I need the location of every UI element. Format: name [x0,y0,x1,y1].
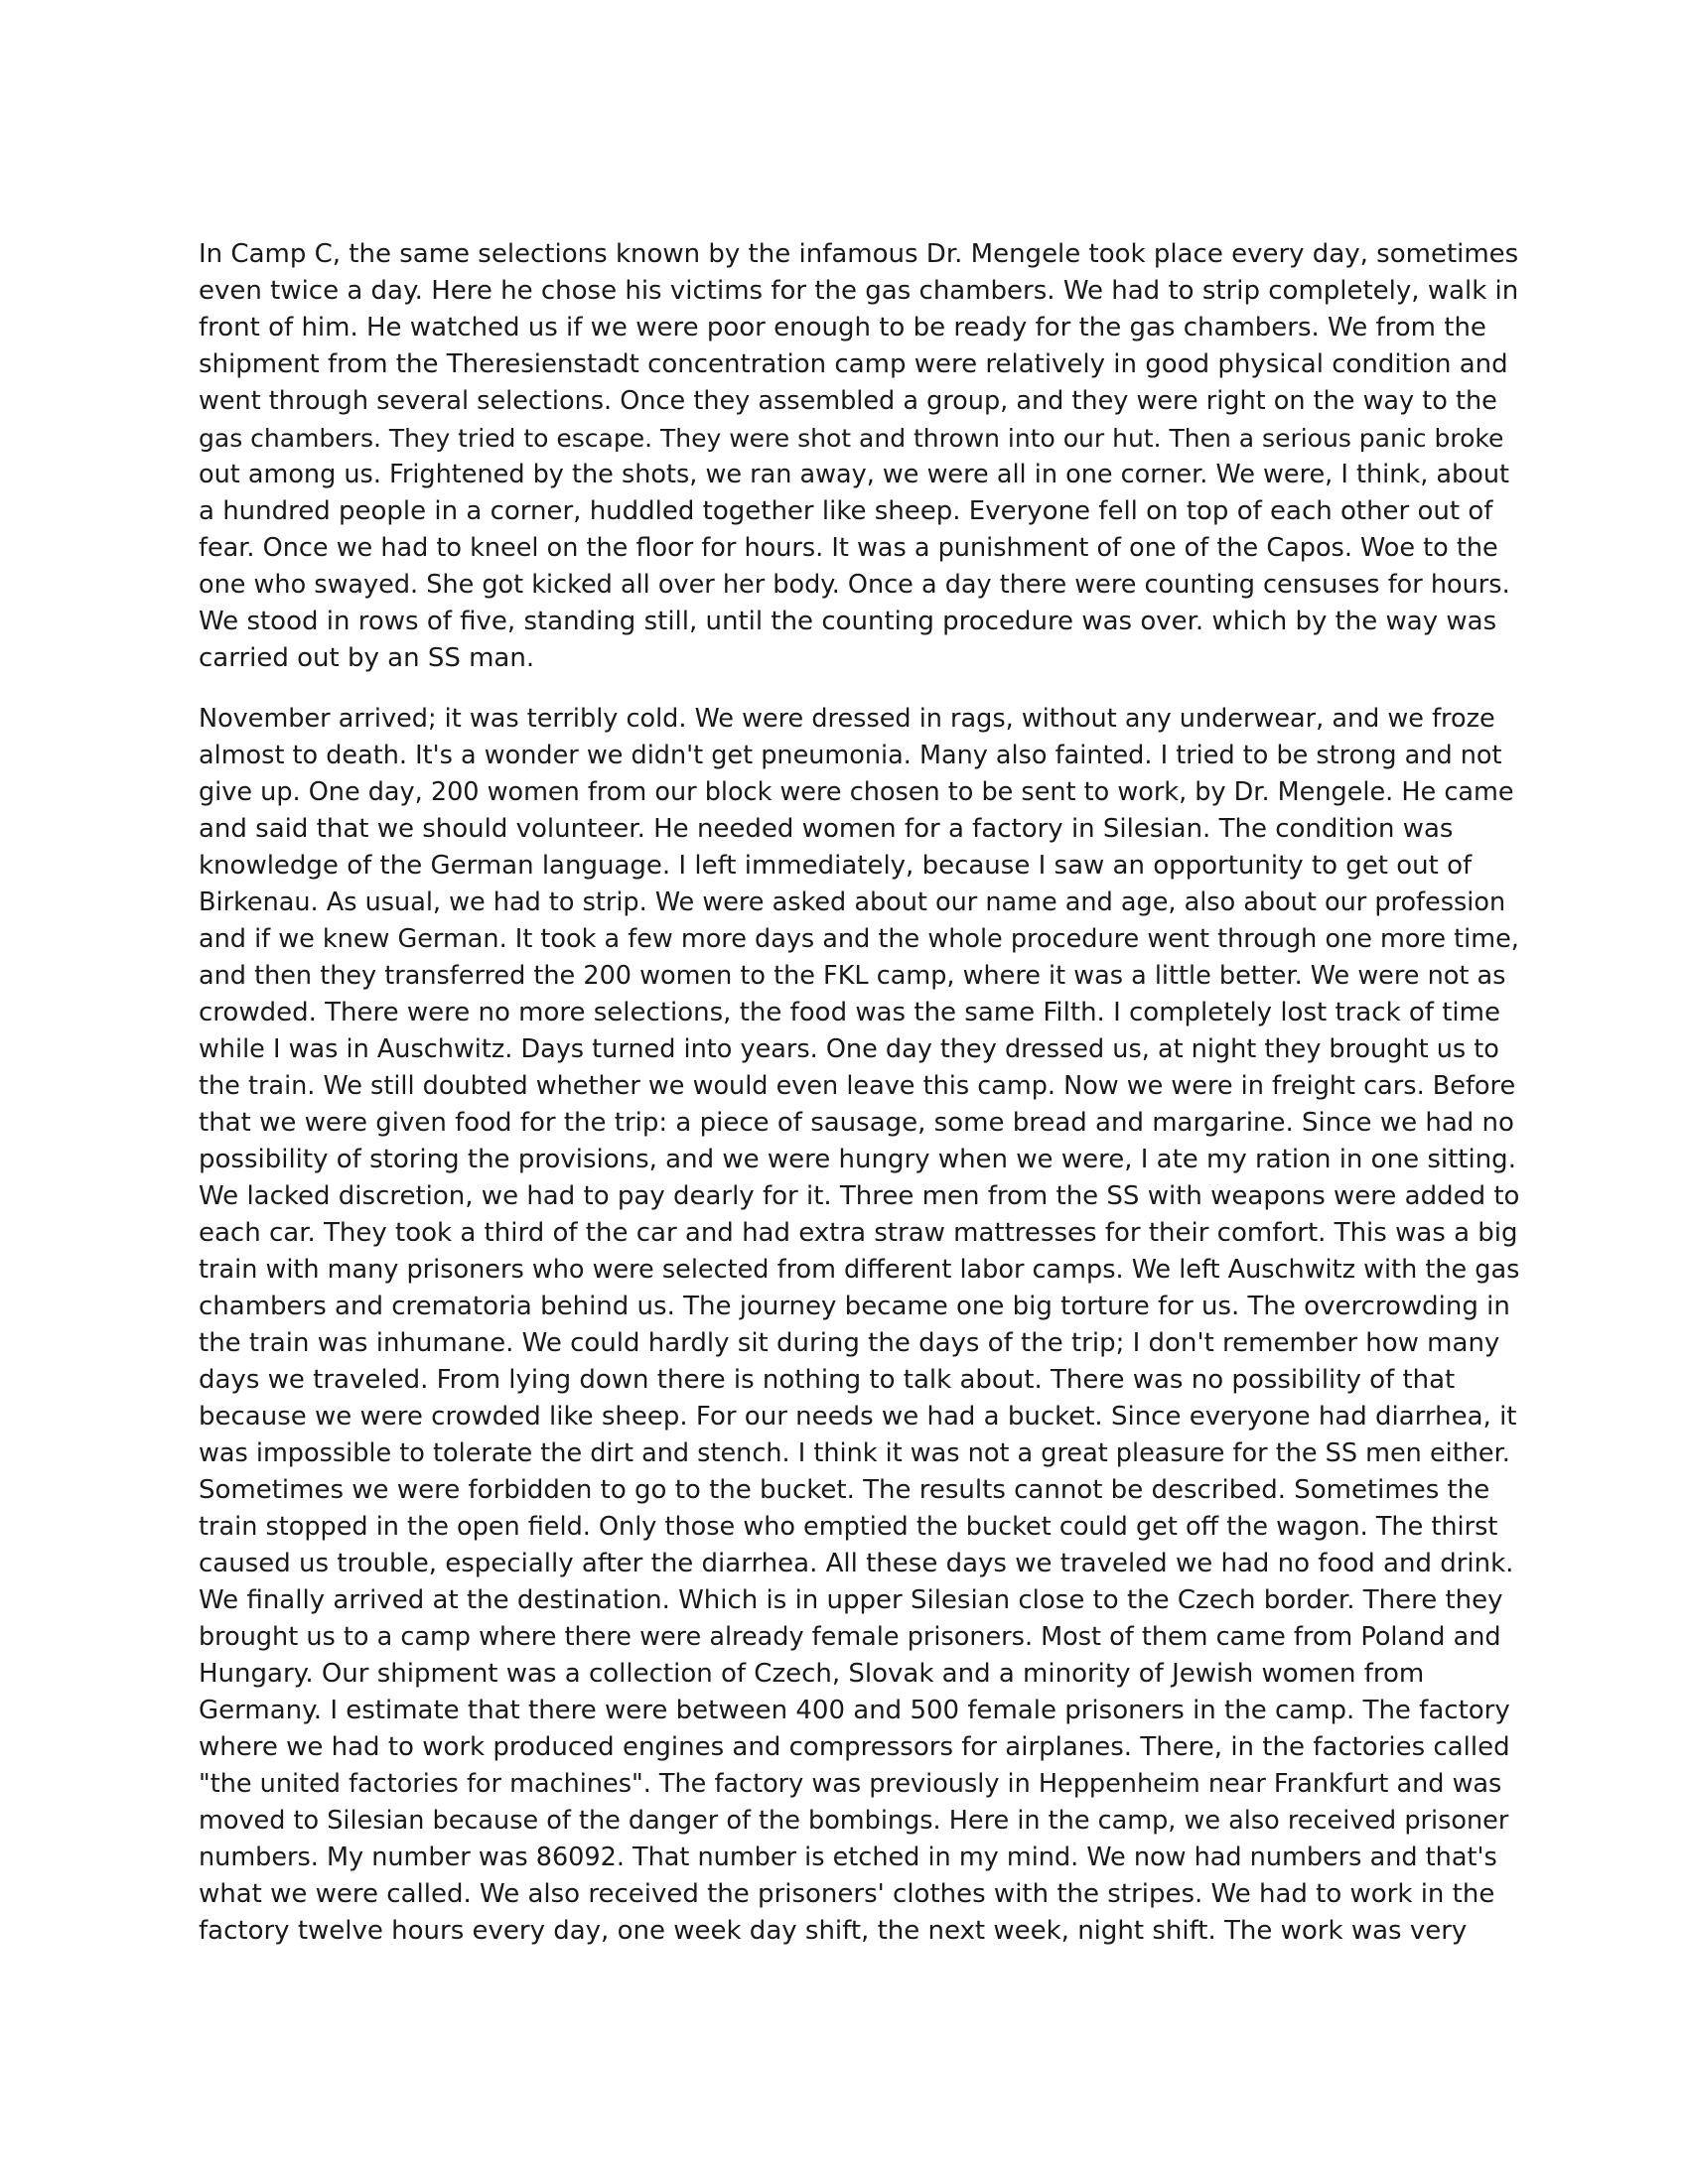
text-line: possibility of storing the provisions, and we were hungry when we were, I ate my ration in one sitting. [199,1145,1516,1174]
text-line: was impossible to tolerate the dirt and stench. I think it was not a great pleasure for the SS men either. [199,1438,1510,1468]
text-line: brought us to a camp where there were already female prisoners. Most of them came from Poland and [199,1622,1501,1652]
text-line: because we were crowded like sheep. For our needs we had a bucket. Since everyone had diarrhea, it [199,1402,1517,1432]
text-line: went through several selections. Once they assembled a group, and they were right on the way to the [199,386,1497,416]
text-line: while I was in Auschwitz. Days turned into years. One day they dressed us, at night they brought us to [199,1034,1499,1064]
text-line: chambers and crematoria behind us. The journey became one big torture for us. The overcrowding in [199,1292,1510,1321]
text-line: knowledge of the German language. I left immediately, because I saw an opportunity to get out of [199,851,1473,881]
text-line: where we had to work produced engines and compressors for airplanes. There, in the factories called [199,1732,1510,1762]
text-line: what we were called. We also received the prisoners' clothes with the stripes. We had to work in the [199,1879,1495,1909]
text-line: moved to Silesian because of the danger of the bombings. Here in the camp, we also received prisoner [199,1806,1509,1836]
text-line: "the united factories for machines". The factory was previously in Heppenheim near Frankfurt and was [199,1769,1502,1799]
text-line: fear. Once we had to kneel on the floor for hours. It was a punishment of one of the Capos. Woe to the [199,533,1498,563]
text-line: and then they transferred the 200 women to the FKL camp, where it was a little better. We were not as [199,961,1506,991]
text-line: crowded. There were no more selections, the food was the same Filth. I completely lost track of time [199,998,1500,1027]
text-line: factory twelve hours every day, one week day shift, the next week, night shift. The work was very [199,1916,1468,1946]
text-line: numbers. My number was 86092. That number is etched in my mind. We now had numbers and that's [199,1843,1497,1872]
text-line: even twice a day. Here he chose his victims for the gas chambers. We had to strip completely, walk in [199,276,1519,306]
text-line: Hungary. Our shipment was a collection of Czech, Slovak and a minority of Jewish women from [199,1659,1425,1689]
text-line: front of him. He watched us if we were poor enough to be ready for the gas chambers. We from the [199,313,1486,342]
text-line: the train was inhumane. We could hardly sit during the days of the trip; I don't remember how many [199,1328,1500,1358]
text-line: We finally arrived at the destination. Which is in upper Silesian close to the Czech border. There they [199,1585,1503,1615]
paragraph-camp-c [199,236,1519,677]
text-line: Sometimes we were forbidden to go to the bucket. The results cannot be described. Sometimes the [199,1475,1490,1505]
text-line: out among us. Frightened by the shots, we ran away, we were all in one corner. We were, I think, about [199,460,1509,489]
text-line: and said that we should volunteer. He needed women for a factory in Silesian. The condition was [199,814,1454,844]
text-line: caused us trouble, especially after the diarrhea. All these days we traveled we had no food and drink. [199,1549,1514,1578]
text-line: a hundred people in a corner, huddled together like sheep. Everyone fell on top of each other out of [199,496,1493,526]
text-line: almost to death. It's a wonder we didn't get pneumonia. Many also fainted. I tried to be strong and not [199,741,1502,770]
text-line: give up. One day, 200 women from our block were chosen to be sent to work, by Dr. Mengele. He came [199,777,1514,807]
text-line: We stood in rows of five, standing still, until the counting procedure was over. which by the way was [199,607,1497,636]
text-line: Birkenau. As usual, we had to strip. We were asked about our name and age, also about our profession [199,887,1506,917]
text-line: one who swayed. She got kicked all over her body. Once a day there were counting censuses for hours. [199,570,1510,600]
text-line: We lacked discretion, we had to pay dearly for it. Three men from the SS with weapons were added to [199,1181,1520,1211]
text-line: train stopped in the open field. Only those who emptied the bucket could get off the wagon. The thirst [199,1512,1498,1542]
text-line: In Camp C, the same selections known by the infamous Dr. Mengele took place every day, sometimes [199,239,1519,269]
text-line: train with many prisoners who were selected from different labor camps. We left Auschwitz with the gas [199,1255,1520,1285]
text-line: the train. We still doubted whether we would even leave this camp. Now we were in freight cars. Before [199,1071,1516,1101]
text-line: shipment from the Theresienstadt concentration camp were relatively in good physical condition and [199,349,1508,379]
text-line: each car. They took a third of the car and had extra straw mattresses for their comfort. This was a big [199,1218,1518,1248]
paragraph-november [199,701,1519,1950]
text-line: gas chambers. They tried to escape. They were shot and thrown into our hut. Then a serious panic broke [199,424,1504,453]
text-line: that we were given food for the trip: a piece of sausage, some bread and margarine. Since we had no [199,1108,1514,1138]
text-line: and if we knew German. It took a few more days and the whole procedure went through one more time, [199,924,1519,954]
text-line: November arrived; it was terribly cold. We were dressed in rags, without any underwear, and we froze [199,704,1495,734]
text-line: Germany. I estimate that there were between 400 and 500 female prisoners in the camp. The factory [199,1696,1510,1725]
text-line: carried out by an SS man. [199,643,535,673]
text-line: days we traveled. From lying down there is nothing to talk about. There was no possibility of that [199,1365,1456,1395]
